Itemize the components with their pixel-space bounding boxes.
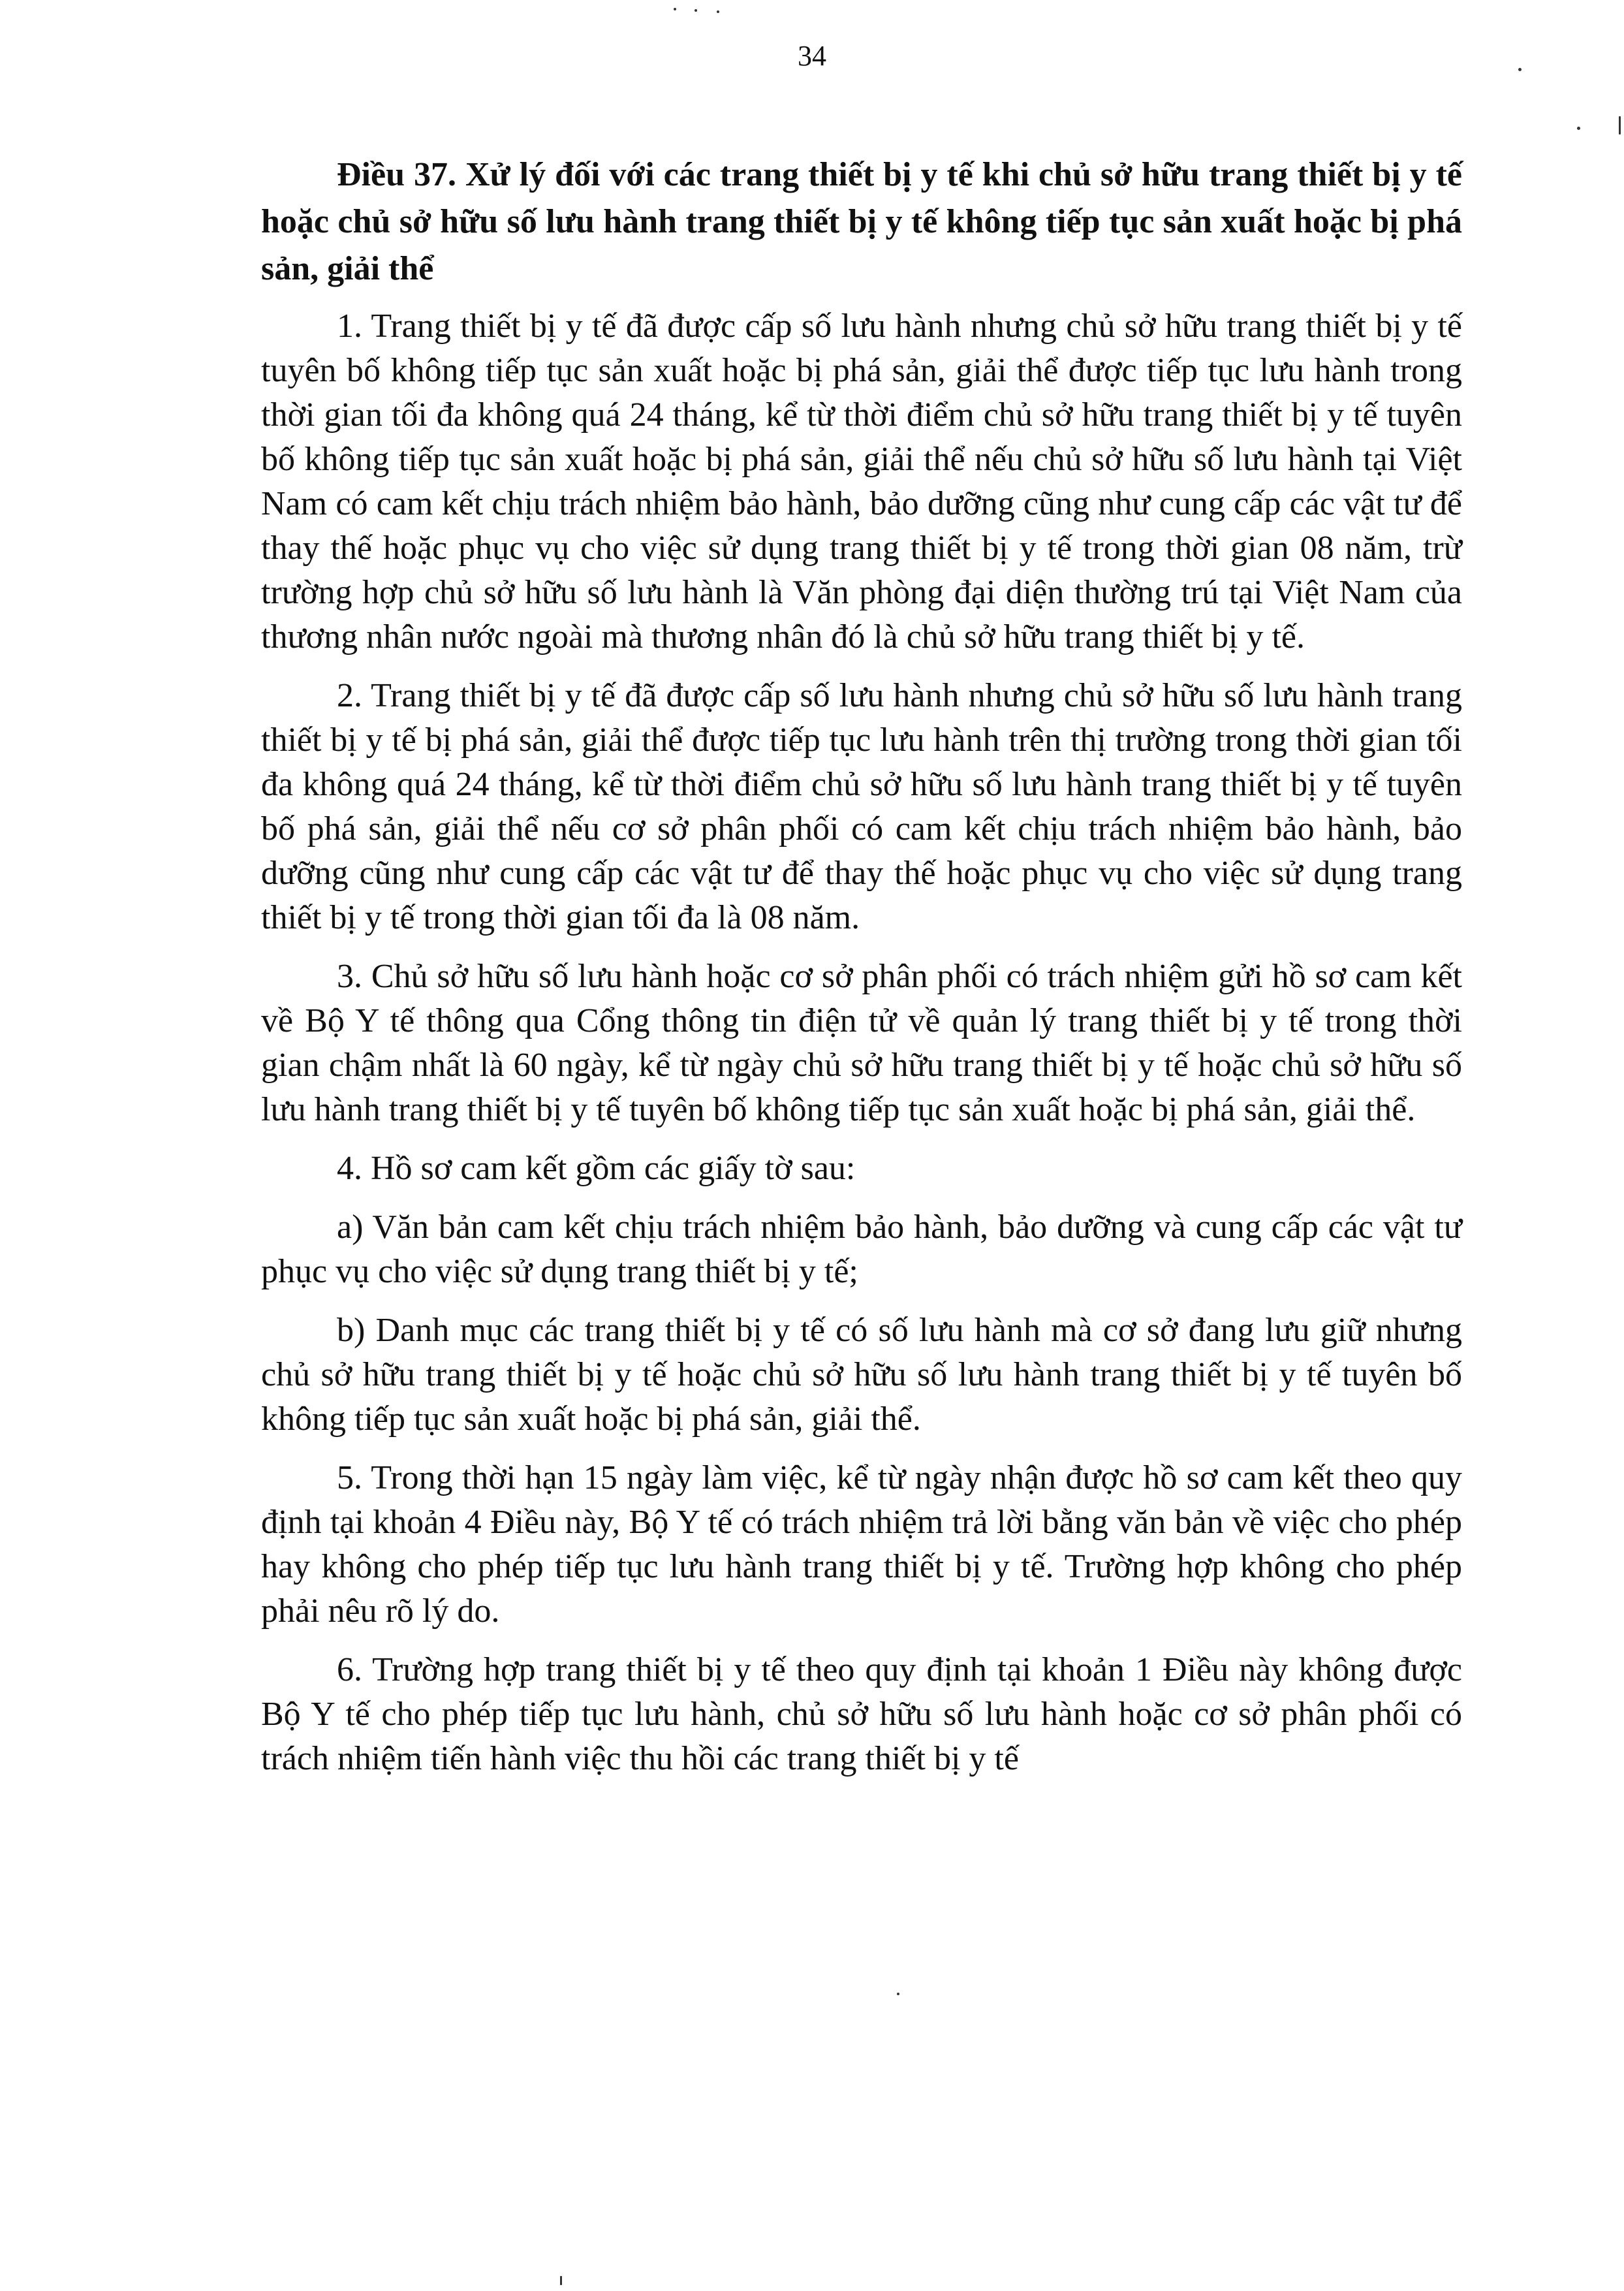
clause-1: 1. Trang thiết bị y tế đã được cấp số lưu hành nhưng chủ sở hữu trang thiết bị y tế tuyên bố không tiếp tục sản xuất hoặc bị phá sản, giải thể được tiếp tục lưu hành trong thời gian tối đa không quá 24 tháng, kể từ thời điểm chủ sở hữu trang thiết bị y tế tuyên bố không tiếp tục sản xuất hoặc bị phá sản, giải thể nếu chủ sở hữu số lưu hành tại Việt Nam có cam kết chịu trách nhiệm bảo hành, bảo dưỡng cũng như cung cấp các vật tư để thay thế hoặc phục vụ cho việc sử dụng trang thiết bị y tế trong thời gian 08 năm, trừ trường hợp chủ sở hữu số lưu hành là Văn phòng đại diện thường trú tại Việt Nam của thương nhân nước ngoài mà thương nhân đó là chủ sở hữu trang thiết bị y tế. [261, 308, 1462, 656]
scan-speck [717, 10, 719, 13]
document-body [261, 151, 1462, 1795]
scan-speck [560, 2276, 562, 2285]
clause-6: 6. Trường hợp trang thiết bị y tế theo quy định tại khoản 1 Điều này không được Bộ Y tế cho phép tiếp tục lưu hành, chủ sở hữu số lưu hành hoặc cơ sở phân phối có trách nhiệm tiến hành việc thu hồi các trang thiết bị y tế [261, 1651, 1462, 1777]
scan-speck [1619, 116, 1621, 134]
scan-speck [1577, 127, 1580, 130]
scan-speck [674, 8, 676, 10]
article-title: Điều 37. Xử lý đối với các trang thiết bị y tế khi chủ sở hữu trang thiết bị y tế hoặc chủ sở hữu số lưu hành trang thiết bị y tế không tiếp tục sản xuất hoặc bị phá sản, giải thể [261, 156, 1462, 287]
scan-speck [897, 1993, 899, 1995]
clause-4-item-a: a) Văn bản cam kết chịu trách nhiệm bảo hành, bảo dưỡng và cung cấp các vật tư phục vụ cho việc sử dụng trang thiết bị y tế; [261, 1209, 1462, 1290]
clause-3: 3. Chủ sở hữu số lưu hành hoặc cơ sở phân phối có trách nhiệm gửi hồ sơ cam kết về Bộ Y tế thông qua Cổng thông tin điện tử về quản lý trang thiết bị y tế trong thời gian chậm nhất là 60 ngày, kể từ ngày chủ sở hữu trang thiết bị y tế hoặc chủ sở hữu số lưu hành trang thiết bị y tế tuyên bố không tiếp tục sản xuất hoặc bị phá sản, giải thể. [261, 958, 1462, 1128]
page-number: 34 [798, 40, 826, 72]
clause-2: 2. Trang thiết bị y tế đã được cấp số lưu hành nhưng chủ sở hữu số lưu hành trang thiết bị y tế bị phá sản, giải thể được tiếp tục lưu hành trên thị trường trong thời gian tối đa không quá 24 tháng, kể từ thời điểm chủ sở hữu số lưu hành trang thiết bị y tế tuyên bố phá sản, giải thể nếu cơ sở phân phối có cam kết chịu trách nhiệm bảo hành, bảo dưỡng cũng như cung cấp các vật tư để thay thế hoặc phục vụ cho việc sử dụng trang thiết bị y tế trong thời gian tối đa là 08 năm. [261, 677, 1462, 936]
clause-4: 4. Hồ sơ cam kết gồm các giấy tờ sau: [337, 1150, 856, 1187]
clause-5: 5. Trong thời hạn 15 ngày làm việc, kể từ ngày nhận được hồ sơ cam kết theo quy định tại khoản 4 Điều này, Bộ Y tế có trách nhiệm trả lời bằng văn bản về việc cho phép hay không cho phép tiếp tục lưu hành trang thiết bị y tế. Trường hợp không cho phép phải nêu rõ lý do. [261, 1459, 1462, 1630]
scan-speck [695, 9, 697, 12]
clause-4-item-b: b) Danh mục các trang thiết bị y tế có số lưu hành mà cơ sở đang lưu giữ nhưng chủ sở hữu trang thiết bị y tế hoặc chủ sở hữu số lưu hành trang thiết bị y tế tuyên bố không tiếp tục sản xuất hoặc bị phá sản, giải thể. [261, 1312, 1462, 1438]
